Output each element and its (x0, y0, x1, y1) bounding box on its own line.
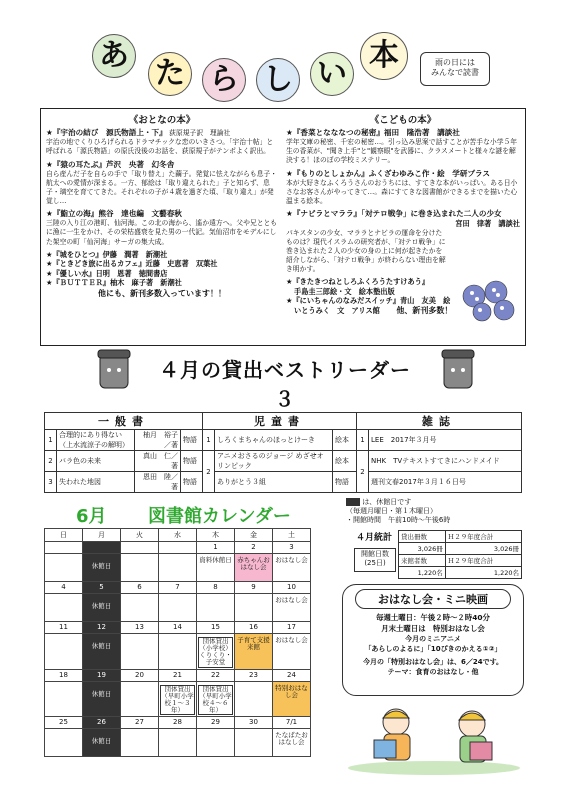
calendar-event-label: 休館日 (91, 642, 112, 650)
title-cell: ありがとう３組 (215, 472, 333, 493)
calendar-date (159, 542, 197, 554)
calendar-date: 12 (83, 622, 121, 634)
title-char-hon: 本 (360, 32, 408, 80)
rank-cell: 1 (203, 430, 215, 451)
calendar-event-row (45, 634, 311, 670)
story-line-1: 毎週土曜日：午後２時～２時40分 (376, 613, 490, 622)
type-cell: 物語 (181, 472, 203, 493)
story-line-2: 月末土曜日は 特別おはなし会 (381, 624, 485, 633)
calendar-day-header: 土 (273, 529, 311, 542)
calendar-date: 2 (235, 542, 273, 554)
calendar-date: 17 (273, 622, 311, 634)
calendar-date: 4 (45, 582, 83, 594)
title-char-ta: た (148, 52, 192, 96)
calendar-event-row (45, 729, 311, 757)
adult-list-item: ★『ＢＵＴＴＥＲ』柚木 麻子著 新潮社 (46, 278, 182, 288)
story-title: おはなし会・ミニ映画 (355, 589, 511, 609)
best-reader-table (44, 412, 522, 493)
calendar-event (197, 634, 235, 670)
calendar-event-label: 休館日 (91, 689, 112, 698)
calendar-date: 7 (159, 582, 197, 594)
calendar-date: 20 (121, 669, 159, 681)
calendar-event-label: 休館日 (91, 562, 112, 570)
rank-cell: 1 (357, 430, 369, 451)
calendar-date: 9 (235, 582, 273, 594)
adult-heading: 《おとなの本》 (128, 115, 196, 126)
title-cell: NHK TVテキストすてきにハンドメイド (369, 451, 522, 472)
calendar-event (273, 554, 311, 582)
calendar-event-label: たなばたおはなし会 (275, 731, 308, 747)
calendar-date (121, 542, 159, 554)
calendar-event (45, 594, 83, 622)
rank-cell: 3 (45, 472, 57, 493)
calendar-event-label: 団体貸出（早町小学校１～３年） (161, 684, 194, 714)
calendar-event-label: 休館日 (91, 602, 112, 610)
calendar-event (83, 681, 121, 717)
calendar-event-row (45, 594, 311, 622)
calendar-date: 18 (45, 669, 83, 681)
title-cell: LEE 2017年３月号 (369, 430, 522, 451)
title-cell: 週刊文春2017年３月１６日号 (369, 472, 522, 493)
adult-list-item: ★『ときどき旅に出るカフェ』近藤 史恵著 双葉社 (46, 259, 218, 269)
adult-item-1 (46, 128, 278, 157)
calendar-event (45, 634, 83, 670)
story-line-5: 今月の「特別おはなし会」は、6／24です。 (362, 658, 504, 666)
calendar-event-label: 資料休館日 (199, 556, 232, 564)
reading-children-icon (344, 700, 524, 776)
adult-list-item: ★『優しい水』日明 恩著 徳間書店 (46, 268, 168, 278)
book-character-icon (438, 346, 478, 390)
calendar-day-header: 火 (121, 529, 159, 542)
stat-cell: 3,026冊 (445, 543, 521, 555)
calendar-date-row (45, 669, 311, 681)
adult-item-1-title: ★『宇治の結び 源氏物語上・下』 (46, 128, 167, 137)
calendar-event-label: おはなし会 (275, 596, 308, 604)
calendar-date: 27 (121, 717, 159, 729)
calendar-event-label: 赤ちゃんおはなし会 (237, 556, 270, 572)
title-char-shi: し (256, 58, 300, 102)
adult-item-3-title: ★『鮨立の海』熊谷 達也編 文藝春秋 (46, 209, 182, 219)
best-general-header: 一般書 (45, 413, 203, 430)
adult-item-2 (46, 160, 278, 207)
calendar-date: 14 (159, 622, 197, 634)
calendar-date-row (45, 582, 311, 594)
calendar-day-header: 月 (83, 529, 121, 542)
calendar-event (83, 594, 121, 622)
author-cell: 柚月 裕子／著 (135, 430, 181, 451)
kids-heading: 《こどもの本》 (369, 115, 437, 126)
author-cell: 恩田 陸／著 (135, 472, 181, 493)
table-row (45, 430, 522, 451)
title-cell: 失われた地図 (57, 472, 135, 493)
calendar-event (159, 634, 197, 670)
stat-cell: Ｈ２９年度合計 (445, 531, 521, 543)
stat-cell: 来館者数 (399, 555, 446, 567)
calendar-date: 6 (121, 582, 159, 594)
calendar-event (121, 634, 159, 670)
rank-cell: 2 (357, 451, 369, 493)
type-cell: 物語 (181, 430, 203, 451)
calendar-event (45, 554, 83, 582)
rank-cell: 2 (45, 451, 57, 472)
calendar-event (159, 681, 197, 717)
calendar-event-row (45, 681, 311, 717)
calendar-event (273, 634, 311, 670)
kids-list-item: いとうみく 文 アリス館 (294, 305, 380, 315)
calendar-day-header: 水 (159, 529, 197, 542)
calendar-event-label: 特別おはなし会 (275, 683, 308, 699)
calendar-event (235, 729, 273, 757)
open-days (354, 548, 396, 572)
calendar-event (121, 554, 159, 582)
adult-footer: 他にも、新刊多数入っています！！ (98, 288, 226, 298)
calendar-date: 11 (45, 622, 83, 634)
hydrangea-icon (460, 280, 516, 326)
calendar-date: 25 (45, 717, 83, 729)
calendar-event (197, 554, 235, 582)
calendar-date: 5 (83, 582, 121, 594)
calendar-date: 10 (273, 582, 311, 594)
kids-item-2-desc: 本が大好きなふくろうさんのおうちには、すてきな本がいっぱい。ある日小さなお客さんがやってきて…。森にすてきな図書館ができるまでを描いた心温まる絵本。 (286, 178, 518, 205)
calendar-event-label: おはなし会 (275, 636, 308, 644)
closed-note-2: （毎週月曜日・第１木曜日） (346, 507, 437, 516)
title-char-ra: ら (202, 58, 246, 102)
best-kids-header: 児童書 (203, 413, 357, 430)
calendar-date: 21 (159, 669, 197, 681)
calendar-event-row (45, 554, 311, 582)
closed-legend (346, 498, 450, 525)
story-line-4: 「あらしのよるに」「10ぴきのかえる①②」 (364, 645, 502, 653)
kids-list-item: 手島圭三郎絵・文 絵本塾出版 (294, 286, 395, 296)
calendar-event (121, 681, 159, 717)
kids-item-3-title: ★『ナビラとマララ』「対テロ戦争」に巻き込まれた二人の少女 (286, 209, 502, 219)
calendar-date (83, 542, 121, 554)
hydrangea-illustration (460, 280, 516, 326)
calendar-date: 24 (273, 669, 311, 681)
header-note-line-2: みんなで読書 (431, 68, 479, 78)
table-row (399, 555, 522, 567)
kids-item-3-author: 宮田 律著 講談社 (455, 219, 520, 229)
title-cell: 合理的にあり得ない（上水流涼子の解明） (57, 430, 135, 451)
calendar-event (121, 594, 159, 622)
title-cell: しろくまちゃんのほっとけーき (215, 430, 333, 451)
calendar-event (197, 729, 235, 757)
adult-list-item: ★『城をひとつ』伊藤 潤著 新潮社 (46, 249, 168, 259)
calendar-date: 22 (197, 669, 235, 681)
calendar-event (45, 681, 83, 717)
rank-cell: 1 (45, 430, 57, 451)
stat-cell: 1,220名 (399, 567, 446, 579)
calendar-event (159, 729, 197, 757)
calendar-event (83, 729, 121, 757)
author-cell: 真山 仁／著 (135, 451, 181, 472)
title-char-a: あ (92, 34, 136, 78)
calendar-date: 28 (159, 717, 197, 729)
story-box (342, 584, 524, 696)
calendar-date: 26 (83, 717, 121, 729)
stat-cell: Ｈ２９年度合計 (445, 555, 521, 567)
calendar-event (273, 729, 311, 757)
calendar-event (83, 634, 121, 670)
stat-cell: 3,026冊 (399, 543, 446, 555)
adult-item-3-desc: 三陸の入り江の港町、仙河海。この北の海から、遙か遠方へ。父や兄とともに漁に一生をかけ、その栄枯盛衰を見た男の一代記。気仙沼市をモデルにした架空の町「仙河海」サーガの集大成。 (46, 219, 278, 246)
stat-cell: 1,220名 (445, 567, 521, 579)
table-row (399, 543, 522, 555)
header-note (420, 52, 490, 86)
table-row (45, 472, 522, 493)
story-line-3: 今月のミニアニメ (405, 635, 461, 643)
calendar-event-label: おはなし会 (275, 556, 308, 564)
calendar-date: 3 (273, 542, 311, 554)
calendar-date: 8 (197, 582, 235, 594)
calendar-date: 29 (197, 717, 235, 729)
type-cell: 絵本 (333, 451, 357, 472)
best-magazine-header: 雑誌 (357, 413, 522, 430)
closed-swatch (346, 498, 360, 506)
book-character-icon (94, 346, 134, 390)
adult-item-1-author: 荻原規子訳 理論社 (169, 129, 231, 137)
kids-item-1-title: ★『香菜となななつの秘密』福田 隆浩著 講談社 (286, 128, 460, 137)
calendar-event (159, 594, 197, 622)
adult-item-2-title: ★『猿の耳たぶ』芦沢 央著 幻冬舎 (46, 159, 175, 169)
calendar-date-row (45, 717, 311, 729)
adult-item-3 (46, 209, 278, 247)
calendar-date: 7/1 (273, 717, 311, 729)
kids-item-1-desc: 学年文庫の秘密、千宏の秘密…。引っ込み思案で話すことが苦手な小学５年生の香菜が、"聞き上手"と"観察眼"を武器に、クラスメートと様々な謎を解決する！ほのぼの学校ミステリー。 (286, 138, 518, 165)
stats-table (398, 530, 522, 579)
title-cell: バラ色の未来 (57, 451, 135, 472)
story-line-6: テーマ：食育のおはなし・他 (387, 668, 479, 676)
calendar-date: 16 (235, 622, 273, 634)
kids-footer: 他、新刊多数！ (396, 305, 453, 315)
calendar-month: 6月 (76, 506, 107, 527)
calendar-event-label: 団体貸出（早町小学校４～６年） (199, 684, 232, 714)
calendar-date-row (45, 542, 311, 554)
adult-books-column (46, 112, 278, 299)
calendar-date (45, 542, 83, 554)
reading-kids-illustration (344, 700, 524, 776)
adult-list (46, 250, 278, 288)
adult-item-2-desc: 自ら産んだ子を自らの手で「取り替え」た繭子。発覚に怯えながらも息子・航太への愛情が深まる。一方、郁絵は「取り違えられた」子と知らず、息子・璃空を育ててきた。それぞれの子が４歳を過ぎた頃、「取り違え」が発覚し… (46, 169, 278, 206)
kids-item-3 (286, 209, 520, 274)
calendar-event (197, 594, 235, 622)
calendar-grid (44, 528, 311, 757)
calendar-event-label: 休館日 (91, 737, 112, 746)
calendar-date: 15 (197, 622, 235, 634)
calendar-title: 図書館カレンダー (148, 506, 291, 527)
calendar-day-header: 木 (197, 529, 235, 542)
kids-list-item: ★『きたきつねとしろふくろうたすけあう』 (286, 277, 430, 287)
open-days-value: (25日) (364, 559, 386, 568)
opening-hours: ・開館時間 午前10時～午後6時 (346, 516, 451, 525)
type-cell: 物語 (181, 451, 203, 472)
calendar-event-label: 団体貸出（小学校）くりくり・子安堂 (199, 637, 232, 667)
calendar-event (235, 554, 273, 582)
calendar-date-row (45, 622, 311, 634)
table-row (399, 567, 522, 579)
calendar-event (159, 554, 197, 582)
jar-left-illustration (94, 346, 134, 390)
kids-item-3-desc: パキスタンの少女、マララとナビラの運命を分けたものは？現代イスラムの研究者が、「対テロ戦争」に巻き込まれた２人の少女の身の上に何が起きたかを紹介しながら、「対テロ戦争」が終わらない理由を解き明かす。 (286, 228, 446, 274)
kids-books-column (286, 112, 520, 316)
calendar-date: 23 (235, 669, 273, 681)
title-char-i: い (310, 52, 354, 96)
calendar-event (45, 729, 83, 757)
kids-item-2-title: ★『もりのとしょかん』ふくざわゆみこ作・絵 学研プラス (286, 168, 491, 178)
open-days-label: 開館日数 (361, 550, 389, 558)
calendar-event (235, 594, 273, 622)
stats-label: ４月統計 (356, 533, 393, 543)
calendar-day-header: 日 (45, 529, 83, 542)
rank-cell: 2 (203, 451, 215, 493)
title-cell: アニメおさるのジョージ めざせオリンピック (215, 451, 333, 472)
jar-right-illustration (438, 346, 478, 390)
calendar-event (197, 681, 235, 717)
calendar-event (273, 594, 311, 622)
calendar-event-label: 子育て支援来館 (237, 636, 270, 652)
adult-item-1-desc: 宇治の地でくりひろげられるドラマチックな恋のいきさつ。「宇治十帖」と呼ばれる「源氏物語」の原氏没後のお話を、荻原規子がテンポよく訳出。 (46, 138, 274, 156)
calendar-event (235, 681, 273, 717)
calendar-event (273, 681, 311, 717)
closed-note: は、休館日です (362, 498, 412, 506)
calendar-day-header: 金 (235, 529, 273, 542)
type-cell: 絵本 (333, 430, 357, 451)
calendar-date: 13 (121, 622, 159, 634)
type-cell: 物語 (333, 472, 357, 493)
calendar-event (235, 634, 273, 670)
calendar-date: 1 (197, 542, 235, 554)
calendar-event (121, 729, 159, 757)
calendar-date: 19 (83, 669, 121, 681)
header-note-line-1: 雨の日には (435, 58, 475, 67)
table-row (399, 531, 522, 543)
kids-list-item: ★『にいちゃんのなみだスイッチ』青山 友美 絵 (286, 296, 451, 306)
stat-cell: 貸出冊数 (399, 531, 446, 543)
calendar-event (83, 554, 121, 582)
calendar-date: 30 (235, 717, 273, 729)
kids-item-1 (286, 128, 520, 166)
kids-item-2 (286, 169, 520, 207)
best-title: ４月の貸出ベストリーダー３ (159, 358, 411, 411)
table-row (45, 451, 522, 472)
